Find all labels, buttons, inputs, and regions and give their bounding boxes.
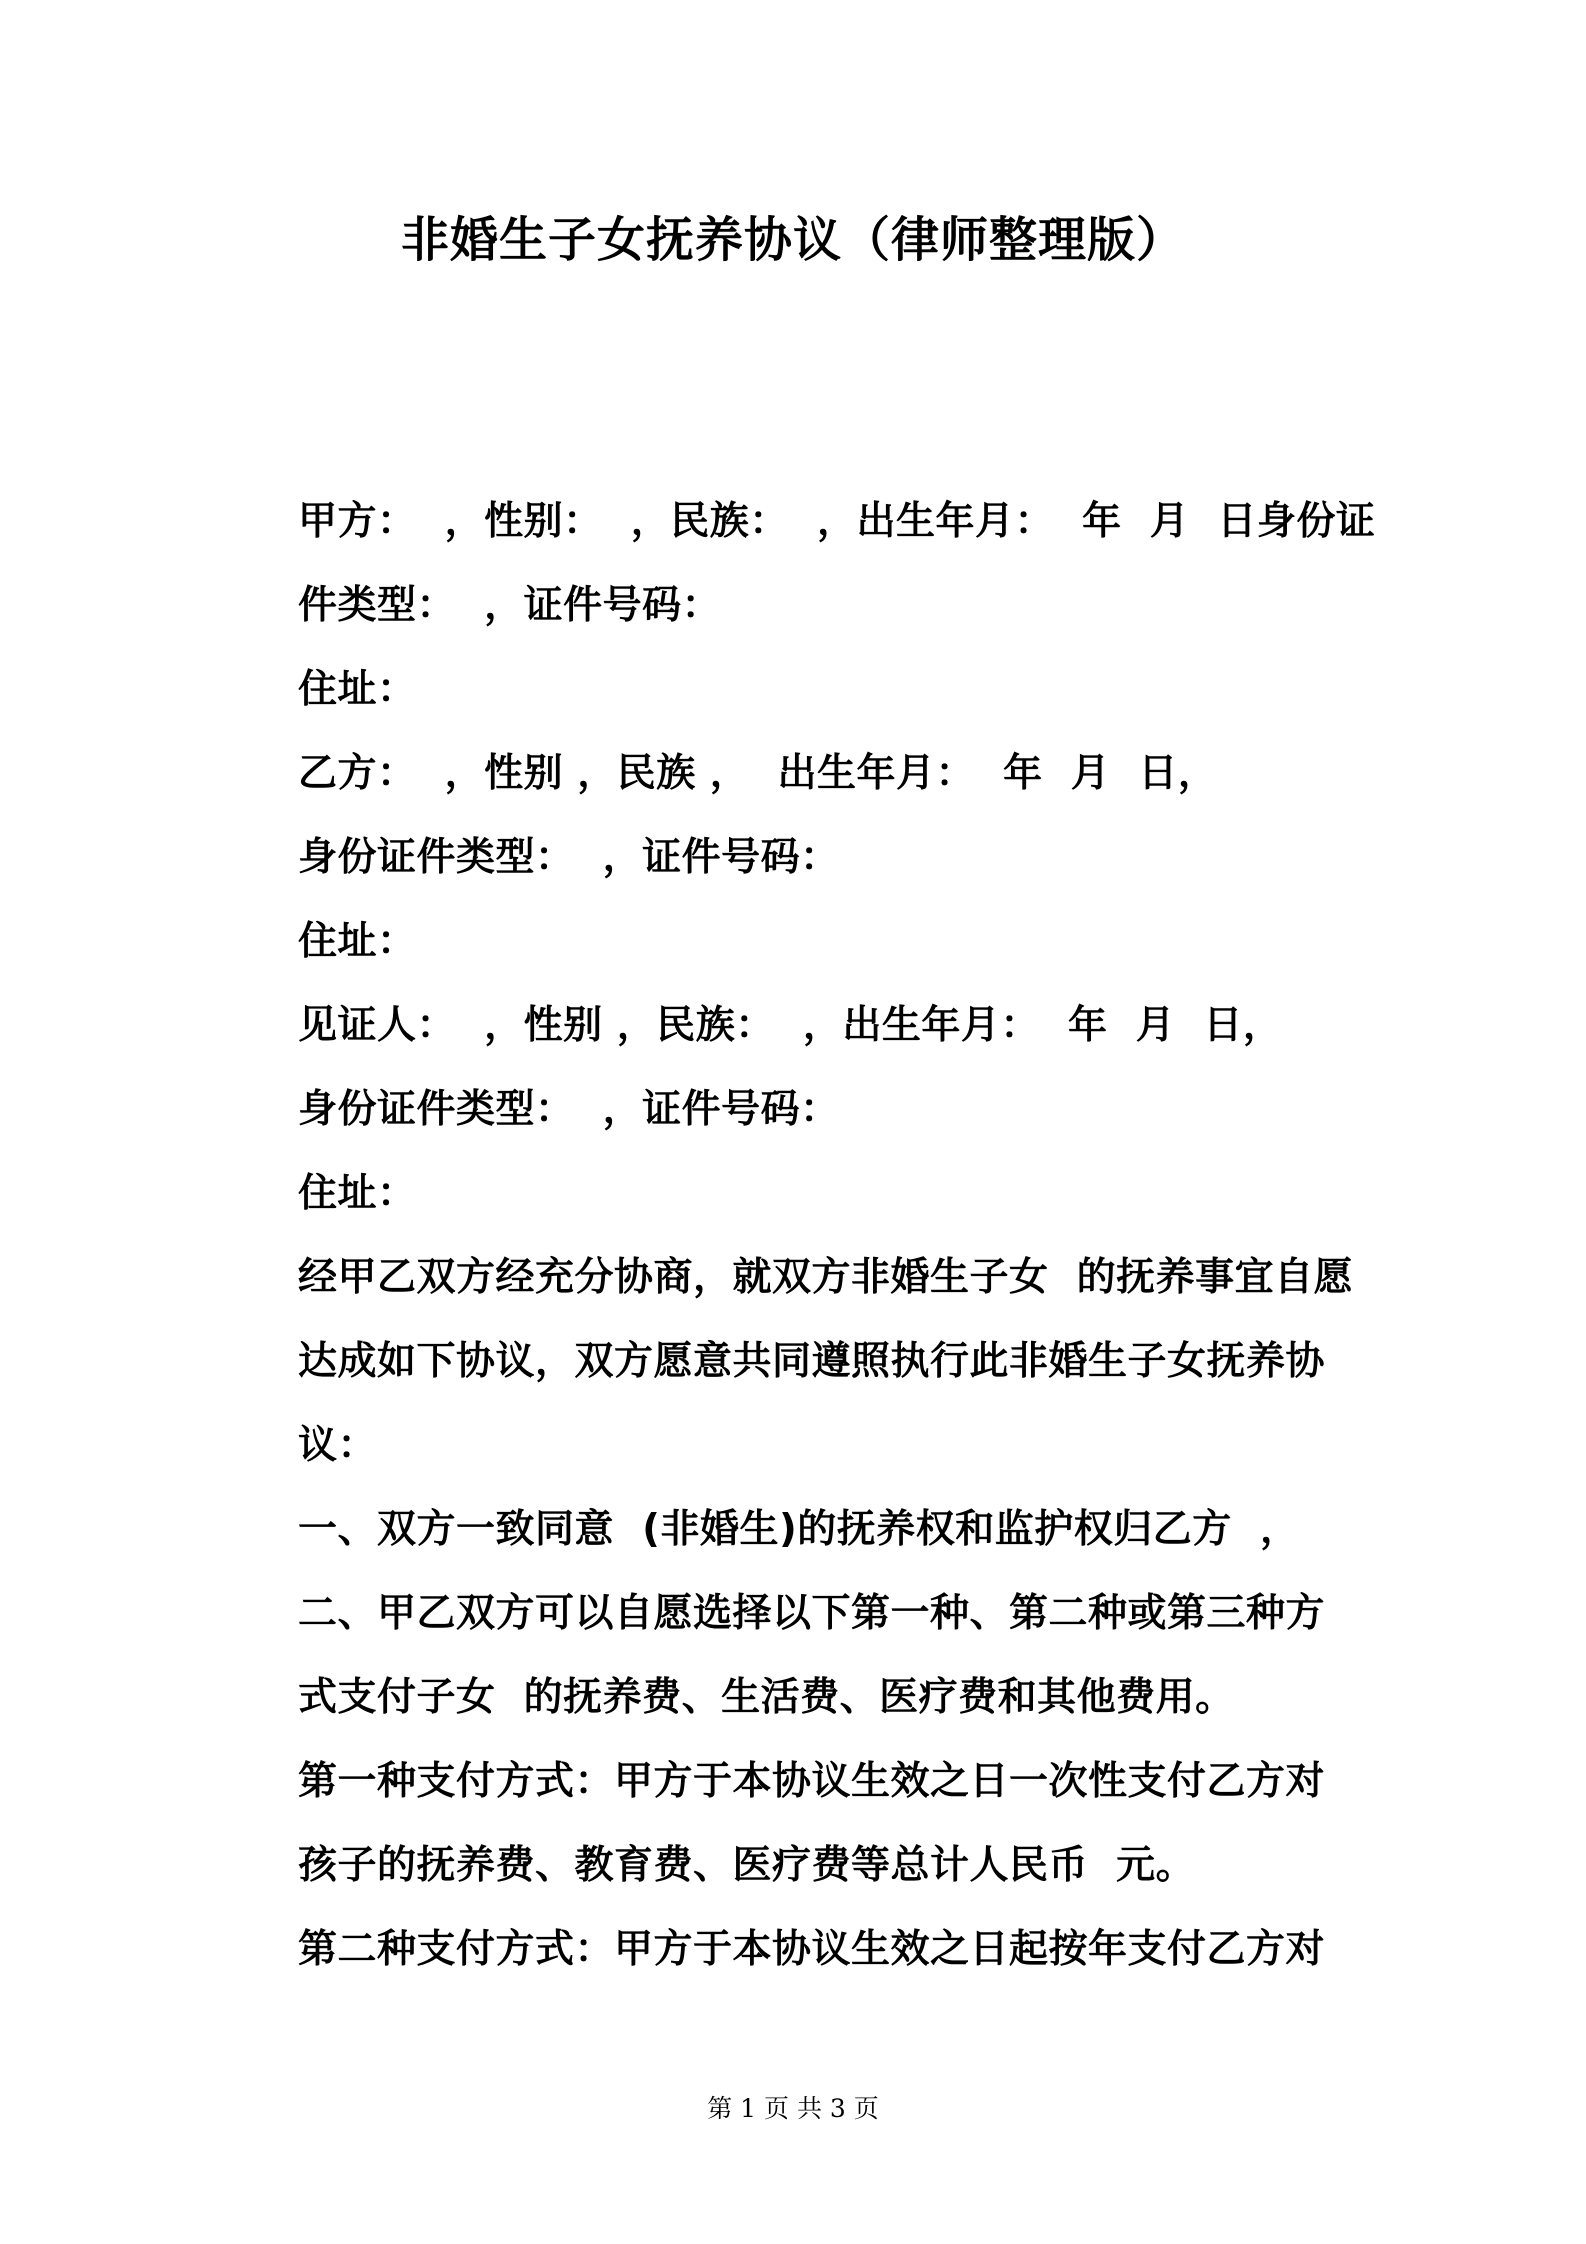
preamble-line-2: 达成如下协议，双方愿意共同遵照执行此非婚生子女抚养协 xyxy=(298,1339,1326,1384)
party-a-address: 住址： xyxy=(298,667,417,712)
document-title: 非婚生子女抚养协议（律师整理版） xyxy=(400,212,1185,268)
witness-line-1: 见证人： ，性别 ，民族： ，出生年月： 年 月 日， xyxy=(298,1003,1283,1048)
clause-2-line-1: 二、甲乙双方可以自愿选择以下第一种、第二种或第三种方 xyxy=(298,1591,1326,1636)
witness-line-2: 身份证件类型： ，证件号码： xyxy=(298,1087,840,1132)
payment-method-2-line-1: 第二种支付方式：甲方于本协议生效之日起按年支付乙方对 xyxy=(298,1927,1326,1972)
preamble-line-1: 经甲乙双方经充分协商，就双方非婚生子女 的抚养事宜自愿 xyxy=(298,1255,1354,1300)
page-number-footer: 第 1 页 共 3 页 xyxy=(707,2094,879,2123)
clause-2-line-2: 式支付子女 的抚养费、生活费、医疗费和其他费用。 xyxy=(298,1675,1235,1720)
party-b-address: 住址： xyxy=(298,919,417,964)
clause-1: 一、双方一致同意 (非婚生)的抚养权和监护权归乙方 ， xyxy=(298,1507,1300,1552)
preamble-line-3: 议： xyxy=(298,1423,378,1468)
witness-address: 住址： xyxy=(298,1171,417,1216)
payment-method-1-line-2: 孩子的抚养费、教育费、医疗费等总计人民币 元。 xyxy=(298,1843,1196,1888)
document-body xyxy=(298,480,1376,1992)
party-a-line-2: 件类型： ，证件号码： xyxy=(298,583,722,628)
party-b-line-2: 身份证件类型： ，证件号码： xyxy=(298,835,840,880)
party-a-line-1: 甲方： ，性别： ，民族： ，出生年月： 年 月 日身份证 xyxy=(298,499,1376,544)
payment-method-1-line-1: 第一种支付方式：甲方于本协议生效之日一次性支付乙方对 xyxy=(298,1759,1326,1804)
party-b-line-1: 乙方： ，性别 ，民族 ， 出生年月： 年 月 日， xyxy=(298,751,1218,796)
